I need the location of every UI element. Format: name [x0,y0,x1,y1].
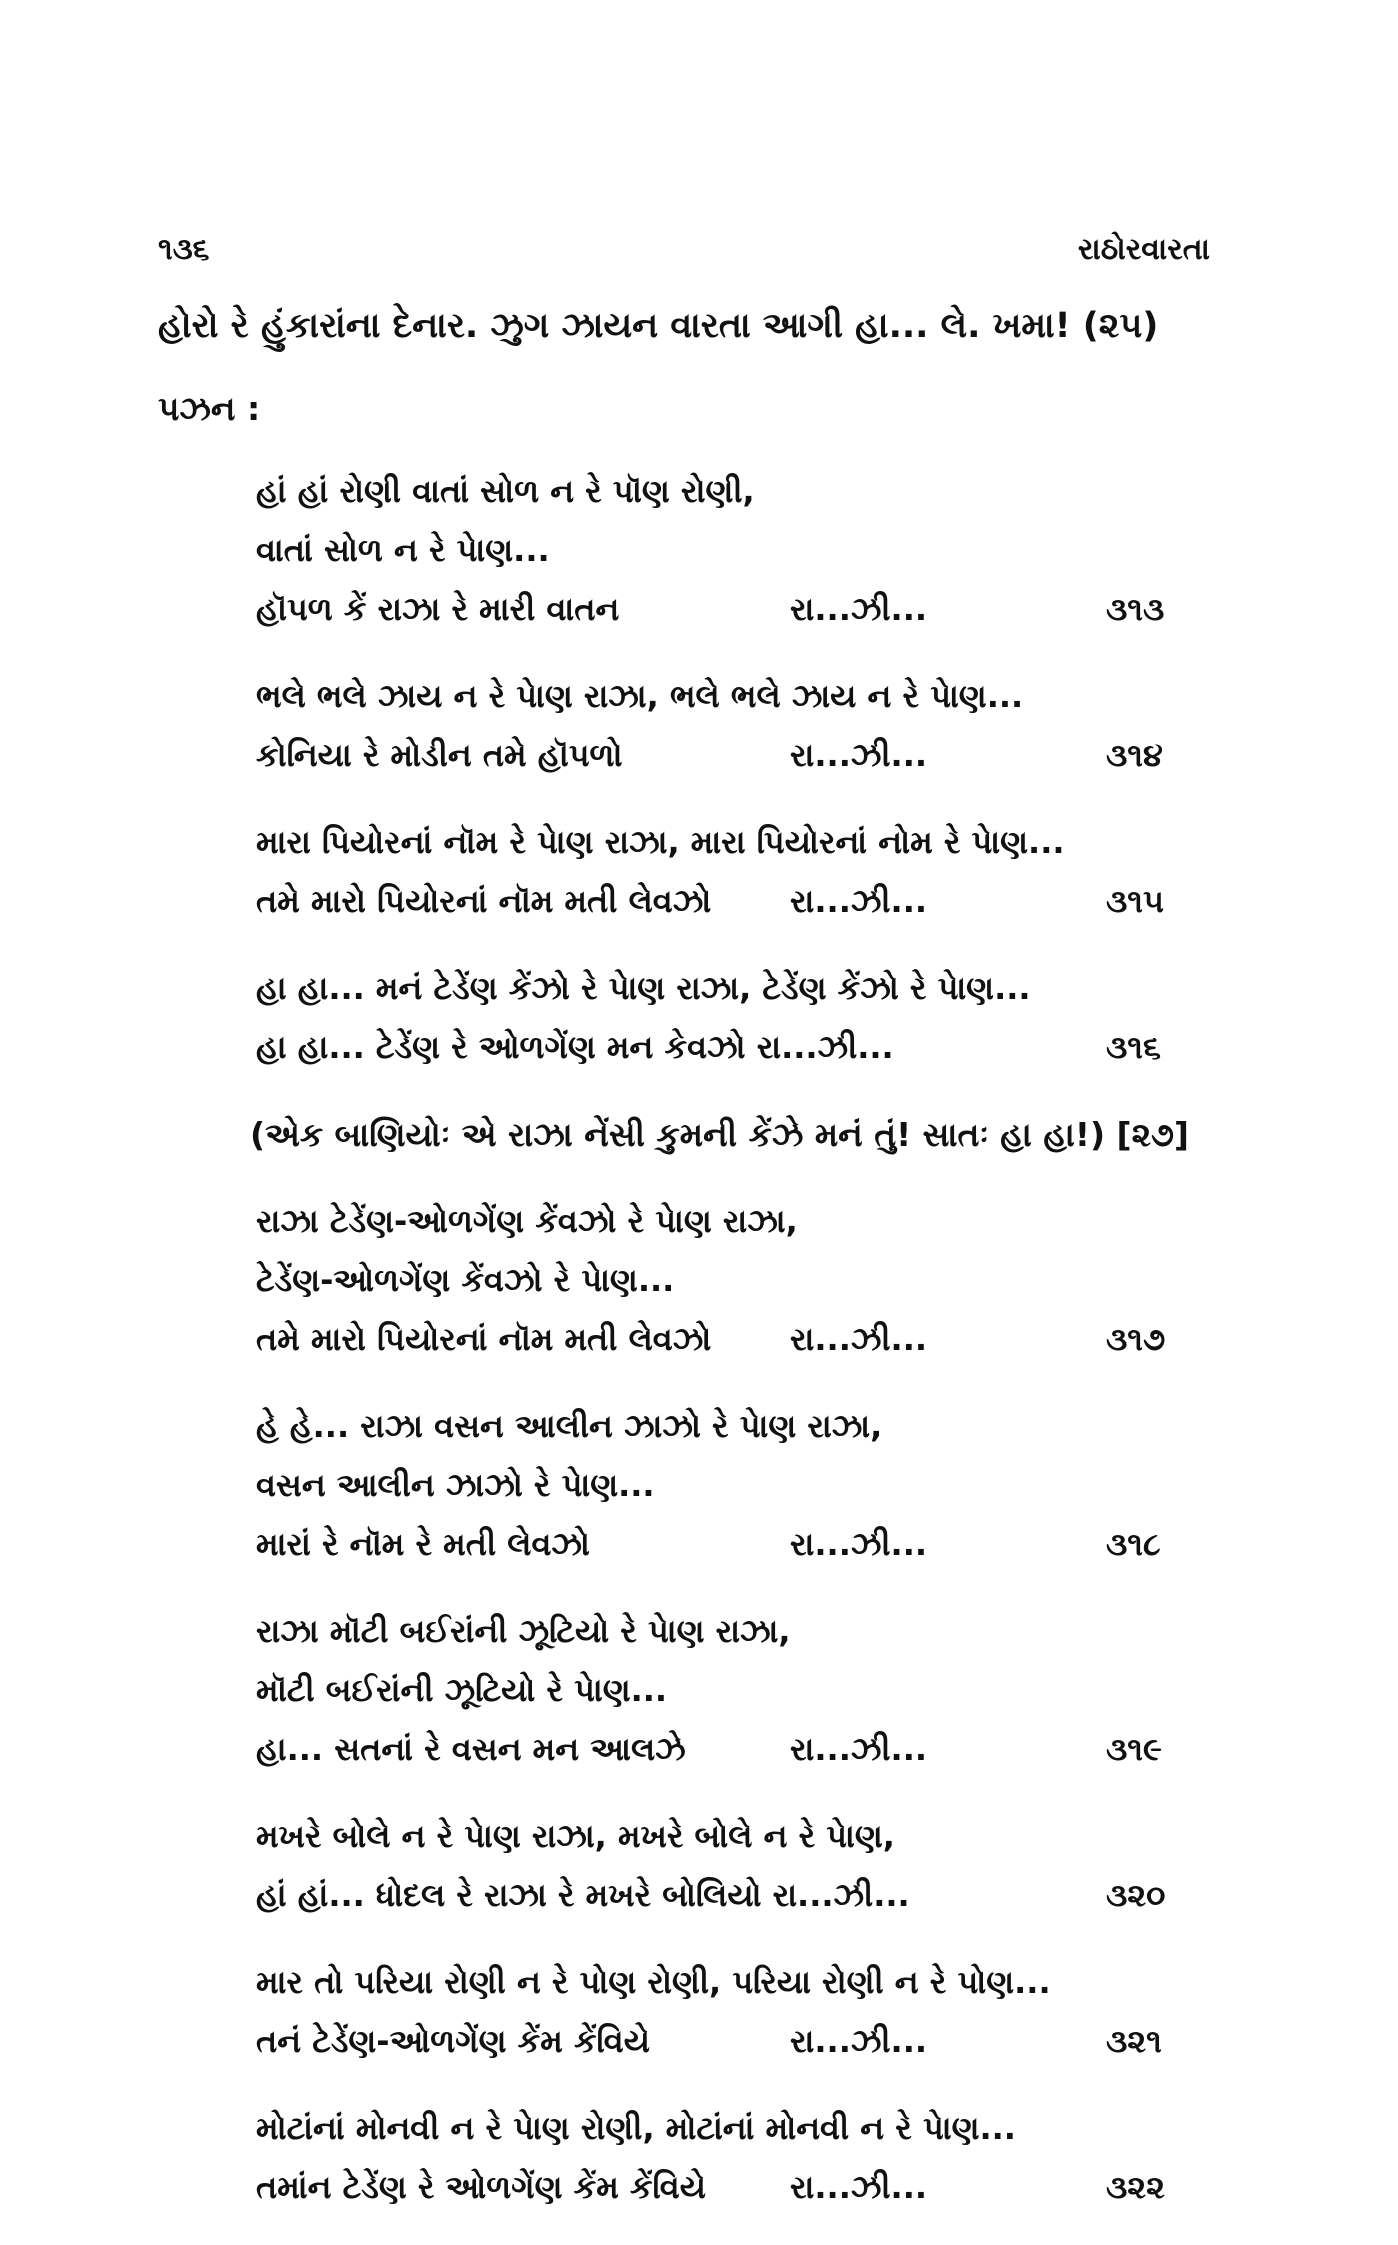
verse-line [256,1866,1186,1925]
verse-stanza [256,462,1186,639]
verse-text: ટેડેંણ-ઓળગેંણ કેંવઝો રે પેાણ... [256,1261,675,1299]
section-label: પઝન : [158,389,261,428]
verse-text: હા હા... મનં ટેડેંણ કેંઝો રે પેાણ રાઝા, ટેડેંણ કેંઝો રે પેાણ... [256,969,1031,1007]
verse-line [256,2099,1186,2158]
verse-text: વસન આલીન ઝાઝો રે પેાણ... [256,1466,655,1504]
verse-line [256,726,1186,785]
verse-line [256,1397,1186,1456]
verse-number: ૩૧૯ [1106,1730,1162,1768]
verse-text: હે હે... રાઝા વસન આલીન ઝાઝો રે પેાણ રાઝા, [256,1407,883,1445]
verse-stanza [256,959,1186,1077]
verse-text: (એક બાણિયોઃ એ રાઝા નેંસી કુમની કેંઝે મનં તું! સાતઃ હા હા!) [૨૭] [250,1115,1189,1154]
verse-line [256,872,1186,931]
verse-stanza [256,1397,1186,1574]
verse-stanza [256,1807,1186,1925]
verse-text: મૉટી બઈરાંની ઝૂટિયો રે પેાણ... [256,1671,668,1709]
refrain-text: રા...ઝી... [790,590,928,628]
intro-line: હોરો રે હુંકારાંના દેનાર. ઝુગ ઝાયન વારતા આગી હા... લે. ખમા! (૨૫) [158,306,1159,346]
verse-line [250,1105,1189,1164]
verse-line [256,1661,1186,1720]
verse-line [256,1720,1186,1779]
verse-text: તનં ટેડેંણ-ઓળગેંણ કેંમ કેંવિયે [256,2022,650,2060]
verse-stanza [256,1192,1186,1369]
verse-line [256,667,1186,726]
verse-number: ૩૨૦ [1106,1876,1166,1914]
verse-line [256,813,1186,872]
verse-number: ૩૧૮ [1106,1525,1161,1563]
verse-text: વાતાં સોળ ન રે પેાણ... [256,531,550,569]
interjection-stanza [250,1105,1189,1164]
verse-text: કોનિયા રે મોડીન તમે હૉપળો [256,736,623,774]
verse-line [256,1251,1186,1310]
verse-text: મોટાંનાં મોનવી ન રે પેાણ રોણી, મોટાંનાં મોનવી ન રે પેાણ... [256,2109,1016,2147]
verse-line [256,1456,1186,1515]
verse-number: ૩૧૫ [1106,882,1165,920]
verse-line [256,1807,1186,1866]
verse-text: હૉપળ કેં રાઝા રે મારી વાતન [256,590,620,628]
verse-line [256,521,1186,580]
refrain-text: રા...ઝી... [790,1320,928,1358]
verse-line [256,1018,1186,1077]
verse-text: તમાંન ટેડેંણ રે ઓળગેંણ કેંમ કેંવિયે [256,2168,706,2206]
verse-text: હાં હાં રોણી વાતાં સોળ ન રે પૉણ રોણી, [256,472,755,510]
verse-text: તમે મારો પિયોરનાં નૉમ મતી લેવઝો [256,1320,712,1358]
refrain-text: રા...ઝી... [790,2168,928,2206]
verse-line [256,462,1186,521]
verse-body [250,462,1189,2245]
verse-stanza [256,2099,1186,2217]
verse-text: રાઝા મૉટી બઈરાંની ઝૂટિયો રે પેાણ રાઝા, [256,1612,791,1650]
verse-text: હા હા... ટેડેંણ રે ઓળગેંણ મન કેવઝો રા...ઝી... [256,1028,894,1066]
verse-stanza [256,813,1186,931]
verse-text: મખરે બોલે ન રે પેાણ રાઝા, મખરે બોલે ન રે પેાણ, [256,1817,895,1855]
refrain-text: રા...ઝી... [790,882,928,920]
verse-text: તમે મારો પિયોરનાં નૉમ મતી લેવઝો [256,882,712,920]
page-number: ૧૩૬ [158,232,210,267]
verse-line [256,959,1186,1018]
verse-number: ૩૧૩ [1106,590,1165,628]
verse-text: મારા પિયોરનાં નૉમ રે પેાણ રાઝા, મારા પિયોરનાં નોમ રે પેાણ... [256,823,1065,861]
verse-text: હાં હાં... ધોદલ રે રાઝા રે મખરે બોલિયો રા...ઝી... [256,1876,910,1914]
verse-line [256,1192,1186,1251]
verse-line [256,1515,1186,1574]
verse-number: ૩૨૨ [1106,2168,1165,2206]
verse-number: ૩૧૭ [1106,1320,1166,1358]
verse-number: ૩૧૬ [1106,1028,1161,1066]
verse-number: ૩૧૪ [1106,736,1163,774]
verse-line [256,2012,1186,2071]
verse-text: માર તો પરિયા રોણી ન રે પોણ રોણી, પરિયા રોણી ન રે પોણ... [256,1963,1051,2001]
refrain-text: રા...ઝી... [790,736,928,774]
verse-stanza [256,667,1186,785]
verse-text: ભલે ભલે ઝાય ન રે પેાણ રાઝા, ભલે ભલે ઝાય ન રે પેાણ... [256,677,1024,715]
verse-line [256,1602,1186,1661]
refrain-text: રા...ઝી... [790,1730,928,1768]
refrain-text: રા...ઝી... [790,1525,928,1563]
running-header [158,232,1210,272]
verse-text: રાઝા ટેડેંણ-ઓળગેંણ કેંવઝો રે પેાણ રાઝા, [256,1202,798,1240]
running-title: રાઠોરવારતા [1077,232,1210,267]
verse-line [256,580,1186,639]
verse-line [256,1310,1186,1369]
verse-stanza [256,1953,1186,2071]
verse-line [256,2158,1186,2217]
refrain-text: રા...ઝી... [790,2022,928,2060]
verse-text: મારાં રે નૉમ રે મતી લેવઝો [256,1525,590,1563]
verse-line [256,1953,1186,2012]
verse-stanza [256,1602,1186,1779]
verse-text: હા... સતનાં રે વસન મન આલઝે [256,1730,686,1768]
verse-number: ૩૨૧ [1106,2022,1162,2060]
